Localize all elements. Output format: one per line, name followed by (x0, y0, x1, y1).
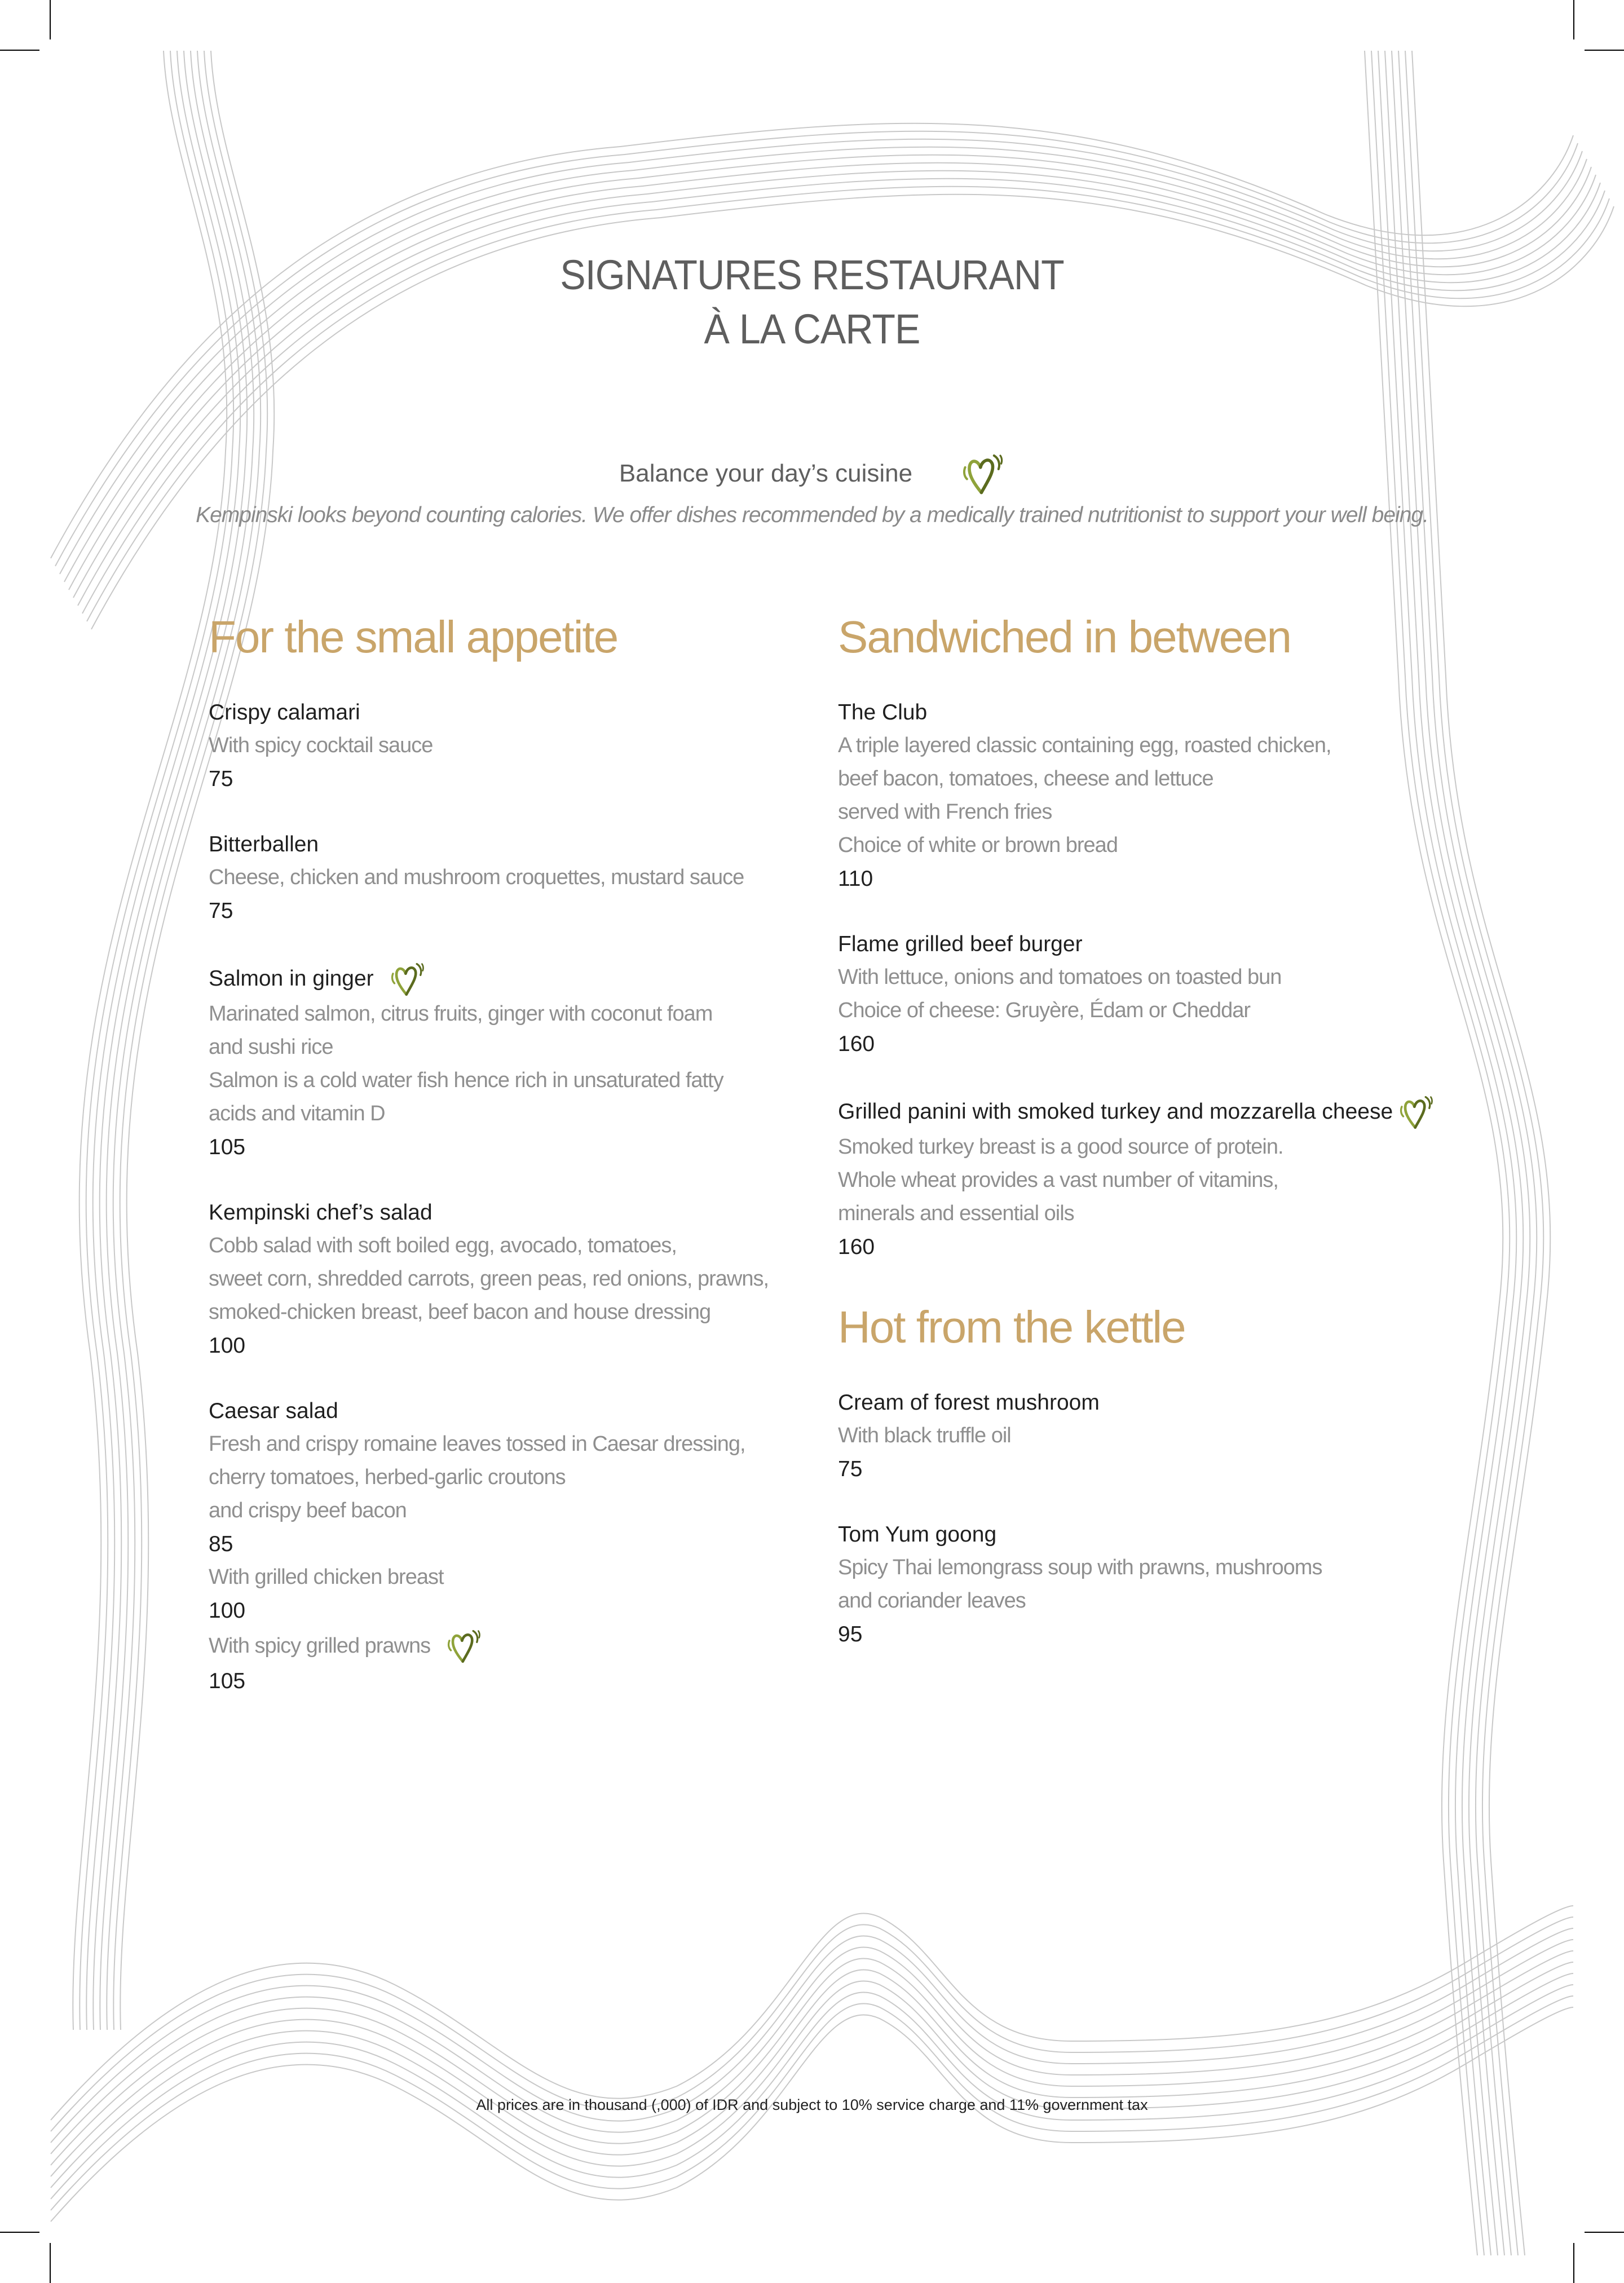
item-desc: smoked-chicken breast, beef bacon and house dressing (209, 1300, 711, 1324)
item-option-price: 100 (209, 1598, 246, 1623)
price-note: All prices are in thousand (,000) of IDR and subject to 10% service charge and 11% government tax (476, 2096, 1148, 2113)
item-name-row (838, 1093, 1469, 1131)
item-desc: Salmon is a cold water fish hence rich in unsaturated fatty (209, 1068, 723, 1092)
item-option-label: With grilled chicken breast (209, 1565, 444, 1589)
menu-item (209, 828, 840, 928)
menu-item (209, 960, 840, 1164)
item-name: Cream of forest mushroom (838, 1390, 1100, 1415)
menu-item (838, 1093, 1469, 1264)
title-line-2: À LA CARTE (704, 306, 920, 352)
item-desc: beef bacon, tomatoes, cheese and lettuce (838, 767, 1213, 791)
menu-item (838, 928, 1469, 1061)
crop-mark (1585, 50, 1624, 51)
heart-balance-icon (445, 1627, 482, 1664)
item-desc: Smoked turkey breast is a good source of protein. (838, 1135, 1283, 1159)
item-desc: With spicy cocktail sauce (209, 734, 433, 757)
menu-item (838, 1518, 1469, 1651)
item-desc: Cobb salad with soft boiled egg, avocado, tomatoes, (209, 1234, 677, 1257)
balance-header (0, 451, 1624, 496)
item-name-row (209, 960, 840, 997)
right-column (838, 606, 1469, 1684)
title-line-1: SIGNATURES RESTAURANT (560, 251, 1064, 298)
item-name: Caesar salad (209, 1399, 338, 1423)
item-desc: With lettuce, onions and tomatoes on toasted bun (838, 965, 1282, 989)
item-desc: and crispy beef bacon (209, 1499, 407, 1522)
menu-item (838, 696, 1469, 895)
menu-title (65, 248, 1559, 356)
item-name: Tom Yum goong (838, 1522, 997, 1547)
item-desc: Marinated salmon, citrus fruits, ginger with coconut foam (209, 1002, 713, 1026)
item-name: Crispy calamari (209, 700, 360, 725)
item-option-row (209, 1627, 840, 1664)
section-title-kettle: Hot from the kettle (838, 1302, 1185, 1352)
item-name: Kempinski chef’s salad (209, 1200, 433, 1225)
item-desc: Cheese, chicken and mushroom croquettes, mustard sauce (209, 865, 744, 889)
item-desc: sweet corn, shredded carrots, green peas, red onions, prawns, (209, 1267, 769, 1291)
item-price: 75 (209, 767, 233, 791)
item-option-price: 105 (209, 1669, 246, 1693)
item-option-label: With spicy grilled prawns (209, 1633, 431, 1658)
crop-mark (1573, 2243, 1574, 2283)
item-price: 110 (838, 867, 873, 891)
crop-mark (1573, 0, 1574, 39)
item-price: 95 (838, 1622, 863, 1646)
item-desc: Whole wheat provides a vast number of vitamins, (838, 1168, 1278, 1192)
item-name: Grilled panini with smoked turkey and mozzarella cheese (838, 1099, 1393, 1124)
item-desc: acids and vitamin D (209, 1102, 385, 1125)
crop-mark (50, 2243, 51, 2283)
item-desc: served with French fries (838, 800, 1052, 824)
item-name: Bitterballen (209, 832, 319, 856)
item-desc: minerals and essential oils (838, 1202, 1074, 1225)
item-name: Flame grilled beef burger (838, 932, 1083, 956)
item-desc: and sushi rice (209, 1035, 333, 1059)
item-price: 75 (838, 1457, 863, 1481)
menu-item (209, 696, 840, 796)
item-desc: Choice of white or brown bread (838, 833, 1118, 857)
balance-intro: Kempinski looks beyond counting calories. We offer dishes recommended by a medically trained nutritionist to support your well being. (196, 503, 1428, 527)
item-desc: and coriander leaves (838, 1589, 1026, 1613)
item-price: 160 (838, 1235, 875, 1259)
item-price: 105 (209, 1135, 246, 1159)
heart-balance-icon (389, 960, 426, 997)
item-desc: Fresh and crispy romaine leaves tossed in Caesar dressing, (209, 1432, 745, 1456)
heart-balance-icon (960, 451, 1005, 496)
crop-mark (50, 0, 51, 39)
section-title-small-appetite: For the small appetite (209, 612, 618, 662)
menu-item (209, 1395, 840, 1698)
item-desc: Choice of cheese: Gruyère, Édam or Cheddar (838, 999, 1251, 1022)
item-desc: A triple layered classic containing egg, roasted chicken, (838, 734, 1331, 757)
section-title-sandwiched: Sandwiched in between (838, 612, 1291, 662)
heart-balance-icon (1397, 1093, 1435, 1131)
item-desc: Spicy Thai lemongrass soup with prawns, mushrooms (838, 1556, 1322, 1579)
item-price: 160 (838, 1032, 875, 1056)
menu-item (838, 1386, 1469, 1486)
item-price: 75 (209, 899, 233, 923)
crop-mark (0, 50, 39, 51)
balance-label: Balance your day’s cuisine (619, 460, 913, 487)
item-name: Salmon in ginger (209, 966, 374, 991)
menu-item (209, 1196, 840, 1362)
left-column (209, 606, 840, 1730)
item-desc: With black truffle oil (838, 1424, 1011, 1447)
item-price: 100 (209, 1333, 246, 1358)
item-price: 85 (209, 1532, 233, 1556)
crop-mark (0, 2232, 39, 2233)
item-desc: cherry tomatoes, herbed-garlic croutons (209, 1465, 566, 1489)
item-name: The Club (838, 700, 928, 725)
crop-mark (1585, 2232, 1624, 2233)
